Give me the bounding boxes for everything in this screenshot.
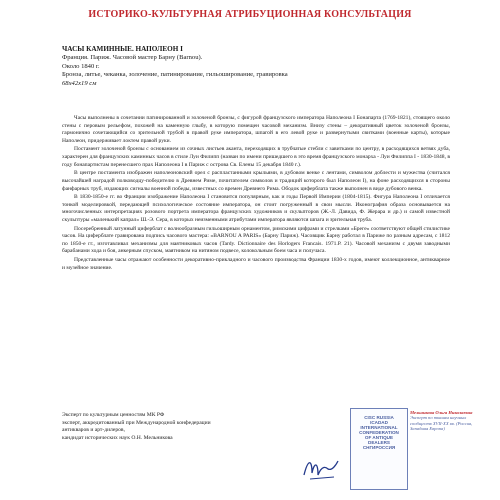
paragraph: В 1830-1850-е гг. во Франции изображение Наполеона I становится популярным, как и годы Первой Империи (1804-1815). Фигура Наполеона I отличается тонкой моделировкой, передающей психологическое состояние императора, он стоит погруженный в свои мысли. Иконография образа основывается на многочисленных интерпретациях розового портрета императора французских художников и скульпторов (Ж.-Л. Давида, Ф. Жерара и др.) и самой известной скульптуры «маленький капрал» Ш.-Э. Сера, в которых неизменными атрибутами императора являются шпага и зрительная труба. [62, 194, 450, 223]
stamp-line: CISC RUSSIA [364, 415, 394, 420]
paragraph: Представленные часы отражают особенности декоративно-прикладного и часового производства Франции 1830-х годов, имеют коллекционное, антикварное и музейное значение. [62, 257, 450, 271]
stamp-name: Мельникова Ольга Николаевна [410, 410, 473, 415]
paragraph: Постамент золоченой бронзы с основанием из сочных листьев аканта, переходящих в трубчатые стебли с завитками по центру, в расходящихся ветвях дуба, характерен для французских каминных часов в стиле Луи Филипп (назван по имени пришедшего в это время французского монарха - Луи Филиппа I - 1830-1848, в году бонапартистам перенесшего прах Наполеона I в Париж с острова Св. Елены 15 декабря 1840 г.). [62, 146, 450, 168]
stamp-line: CONFEDERATION [359, 430, 399, 435]
signature [300, 455, 340, 483]
description-body [62, 115, 450, 274]
stamp-caption [410, 410, 480, 431]
expert-block [62, 412, 262, 442]
expert-line: кандидат исторических наук О.Н. Мельникова [62, 434, 173, 441]
expert-line: антикваров и арт-дилеров, [62, 427, 125, 434]
expert-line: Эксперт по культурным ценностям МК РФ [62, 412, 165, 418]
item-title: ЧАСЫ КАМИННЫЕ. НАПОЛЕОН I [62, 45, 183, 53]
document-header: ИСТОРИКО-КУЛЬТУРНАЯ АТРИБУЦИОННАЯ КОНСУЛЬТАЦИЯ [88, 9, 412, 20]
expert-stamp [350, 408, 408, 490]
paragraph: В центре постамента изображен наполеоновский орел с распластанными крыльями, в дубовом венке с лентами, символом доблести и мужества (считался высочайшей наградой полководцу-победителю в Древнем Риме, почитателем символов и традиций которого был Наполеон I), на фоне расходящихся в стороны фанфарных труб, издающих сигналы военной победы, известных со времен Древнего Рима. Ободок циферблата также выполнен в виде дубового венка. [62, 170, 450, 192]
stamp-line: OF ANTIQUE [364, 435, 394, 440]
stamp-description: Эксперт по тканям научных сообществ XVII-XX вв. (Россия, Западная Европа) [410, 415, 473, 431]
stamp-line: INTERNATIONAL [360, 425, 398, 430]
item-origin: Франция. Париж. Часовой мастер Барну (Barnou). [62, 54, 203, 61]
item-date: Около 1840 г. [62, 62, 100, 70]
item-dimensions: 68x42x19 см [62, 79, 97, 87]
expert-line: эксперт, аккредитованный при Международной конфедерации [62, 419, 211, 426]
item-info [62, 45, 442, 88]
paragraph: Посеребренный латунный циферблат с волнообразным гильоширным орнаментом, римскими цифрами и стрелками «Бреге» соответствуют общей стилистике часов. На циферблате гравирована подпись часового мастера: «BARNOU A PARIS» (Барну Париж). Часовщик Барну работал в Париже по разным адресам, с 1812 по 1850-е гг., изготавливал механизмы для маятниковых часов (Tardy. Dictionnaire des Horlogers Francais. 1971.P. 21). Часовой механизм с двумя заводными барабанами хода и боя, анкерным спуском, маятником на нитяном подвесе, колокольным боем часа и получаса. [62, 225, 450, 255]
stamp-line: ICADAD [370, 420, 388, 425]
paragraph: Часы выполнены в сочетании патинированной и золоченой бронзы, с фигурой французского императора Наполеона I Бонапарта (1769-1821), стоящего около стены с перовым рельефом, похожей на каменную глыбу, в которую помещен часовой механизм. Внизу стены – декоративный цветок золоченой бронзы, гармонично сочетающийся со зрительной трубой в правой руке императора, шпагой в его левой руке и развернутыми свитками (военные карты), которые Наполеон, придерживает локтем правой руки. [62, 115, 450, 144]
stamp-line: DEALERS [368, 440, 390, 445]
item-materials: Бронза, литье, чеканка, золочение, патинирование, гильоширование, гравировка [62, 71, 288, 79]
stamp-line: СНГИРОССИЯ [362, 445, 396, 450]
